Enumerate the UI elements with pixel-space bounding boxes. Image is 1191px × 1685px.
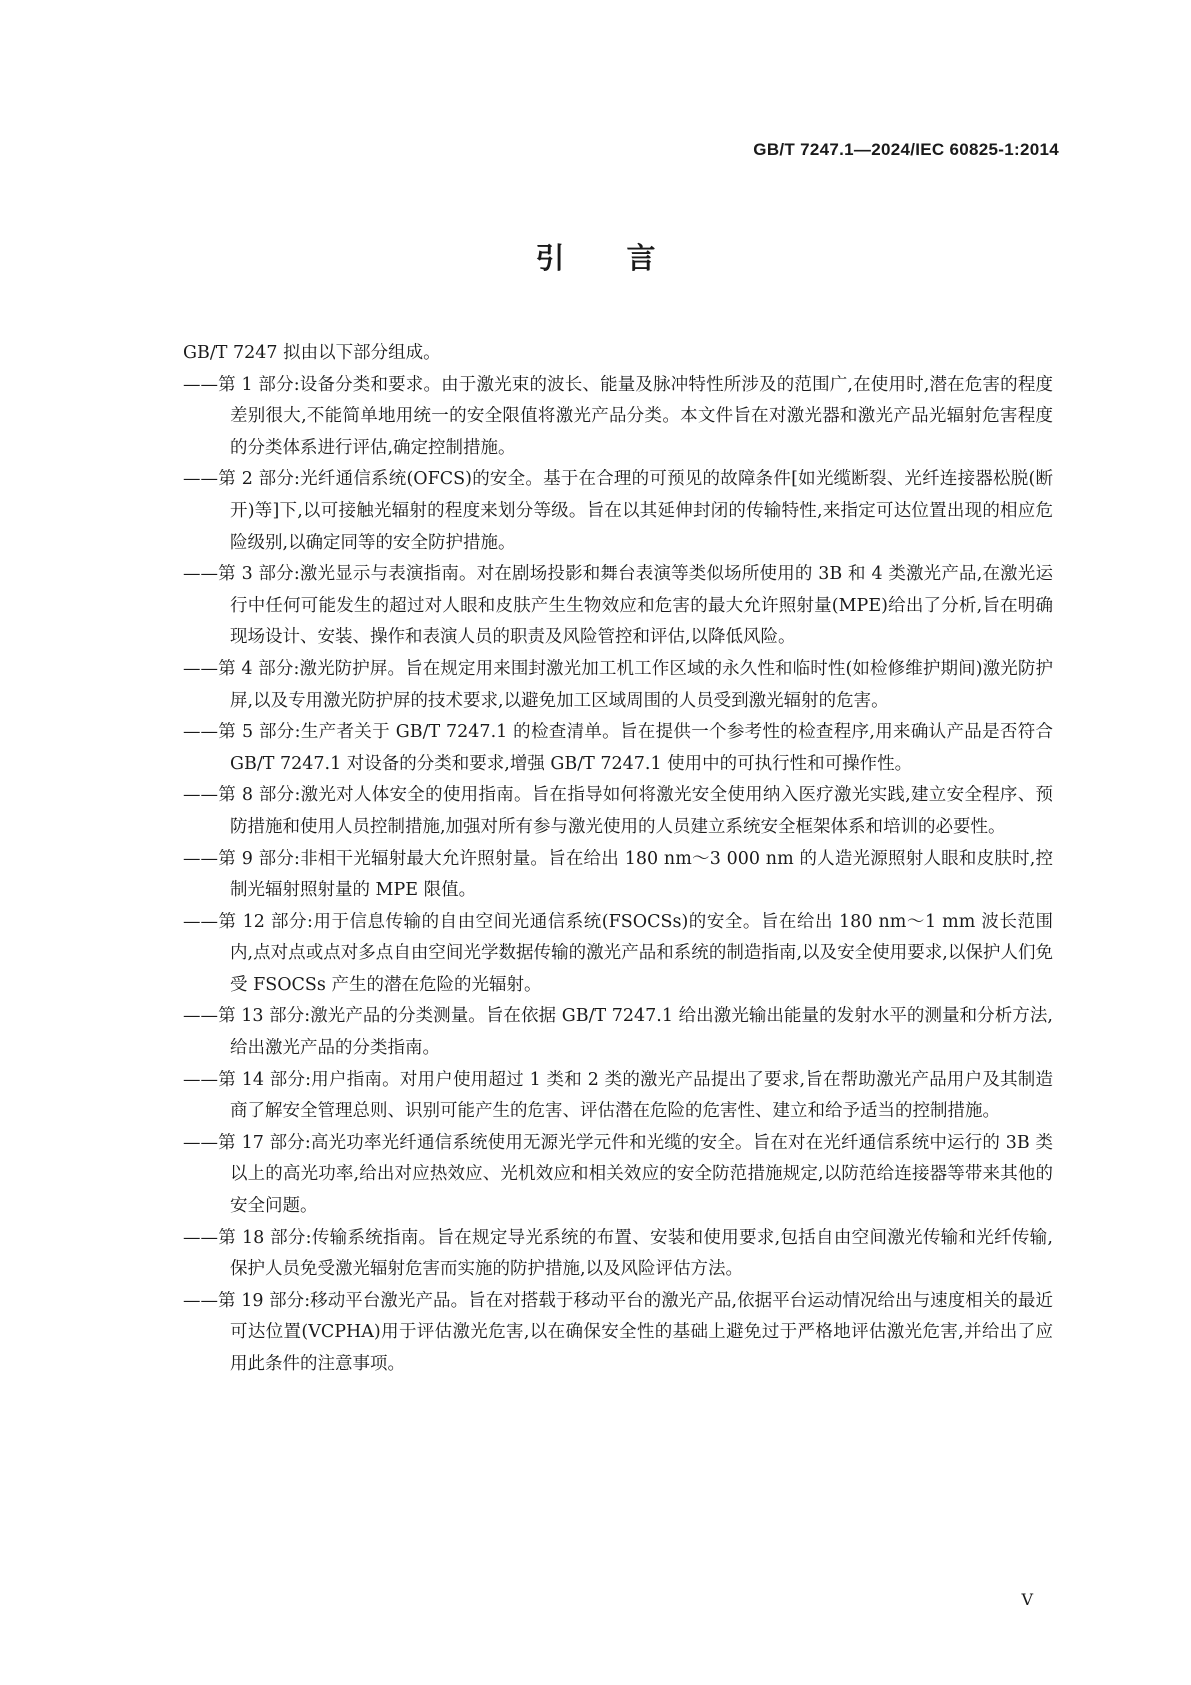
- part-9-paragraph: ——第 9 部分:非相干光辐射最大允许照射量。旨在给出 180 nm～3 000 nm 的人造光源照射人眼和皮肤时,控制光辐射照射量的 MPE 限值。: [183, 848, 1053, 901]
- standard-number-header: GB/T 7247.1—2024/IEC 60825-1:2014: [753, 140, 1059, 159]
- part-5-paragraph: ——第 5 部分:生产者关于 GB/T 7247.1 的检查清单。旨在提供一个参考性的检查程序,用来确认产品是否符合 GB/T 7247.1 对设备的分类和要求,增强 GB/T 7247.1 使用中的可执行性和可操作性。: [183, 722, 1053, 774]
- introduction-body: [183, 338, 1053, 1381]
- part-1-paragraph: ——第 1 部分:设备分类和要求。由于激光束的波长、能量及脉冲特性所涉及的范围广,在使用时,潜在危害的程度差别很大,不能简单地用统一的安全限值将激光产品分类。本文件旨在对激光器和激光产品光辐射危害程度的分类体系进行评估,确定控制措施。: [183, 374, 1053, 458]
- page-number: V: [1021, 1590, 1033, 1609]
- part-8-paragraph: ——第 8 部分:激光对人体安全的使用指南。旨在指导如何将激光安全使用纳入医疗激光实践,建立安全程序、预防措施和使用人员控制措施,加强对所有参与激光使用的人员建立系统安全框架体系和培训的必要性。: [183, 785, 1053, 837]
- part-17-paragraph: ——第 17 部分:高光功率光纤通信系统使用无源光学元件和光缆的安全。旨在对在光纤通信系统中运行的 3B 类以上的高光功率,给出对应热效应、光机效应和相关效应的安全防范措施规定,以防范给连接器等带来其他的安全问题。: [183, 1132, 1053, 1217]
- part-3-paragraph: ——第 3 部分:激光显示与表演指南。对在剧场投影和舞台表演等类似场所使用的 3B 和 4 类激光产品,在激光运行中任何可能发生的超过对人眼和皮肤产生生物效应和危害的最大允许照射量(MPE)给出了分析,旨在明确现场设计、安装、操作和表演人员的职责及风险管控和评估,以降低风险。: [183, 564, 1053, 648]
- part-13-paragraph: ——第 13 部分:激光产品的分类测量。旨在依据 GB/T 7247.1 给出激光输出能量的发射水平的测量和分析方法,给出激光产品的分类指南。: [183, 1006, 1053, 1059]
- page-title: 引言: [535, 241, 718, 275]
- part-14-paragraph: ——第 14 部分:用户指南。对用户使用超过 1 类和 2 类的激光产品提出了要求,旨在帮助激光产品用户及其制造商了解安全管理总则、识别可能产生的危害、评估潜在危险的危害性、建立和给予适当的控制措施。: [183, 1069, 1053, 1122]
- intro-paragraph: GB/T 7247 拟由以下部分组成。: [183, 343, 441, 363]
- part-19-paragraph: ——第 19 部分:移动平台激光产品。旨在对搭载于移动平台的激光产品,依据平台运动情况给出与速度相关的最近可达位置(VCPHA)用于评估激光危害,以在确保安全性的基础上避免过于严格地评估激光危害,并给出了应用此条件的注意事项。: [183, 1290, 1053, 1374]
- part-2-paragraph: ——第 2 部分:光纤通信系统(OFCS)的安全。基于在合理的可预见的故障条件[如光缆断裂、光纤连接器松脱(断开)等]下,以可接触光辐射的程度来划分等级。旨在以其延伸封闭的传输特性,来指定可达位置出现的相应危险级别,以确定同等的安全防护措施。: [183, 469, 1053, 553]
- part-4-paragraph: ——第 4 部分:激光防护屏。旨在规定用来围封激光加工机工作区域的永久性和临时性(如检修维护期间)激光防护屏,以及专用激光防护屏的技术要求,以避免加工区域周围的人员受到激光辐射的危害。: [183, 658, 1053, 711]
- part-12-paragraph: ——第 12 部分:用于信息传输的自由空间光通信系统(FSOCSs)的安全。旨在给出 180 nm～1 mm 波长范围内,点对点或点对多点自由空间光学数据传输的激光产品和系统的制造指南,以及安全使用要求,以保护人们免受 FSOCSs 产生的潜在危险的光辐射。: [183, 911, 1053, 995]
- part-18-paragraph: ——第 18 部分:传输系统指南。旨在规定导光系统的布置、安装和使用要求,包括自由空间激光传输和光纤传输,保护人员免受激光辐射危害而实施的防护措施,以及风险评估方法。: [183, 1227, 1053, 1280]
